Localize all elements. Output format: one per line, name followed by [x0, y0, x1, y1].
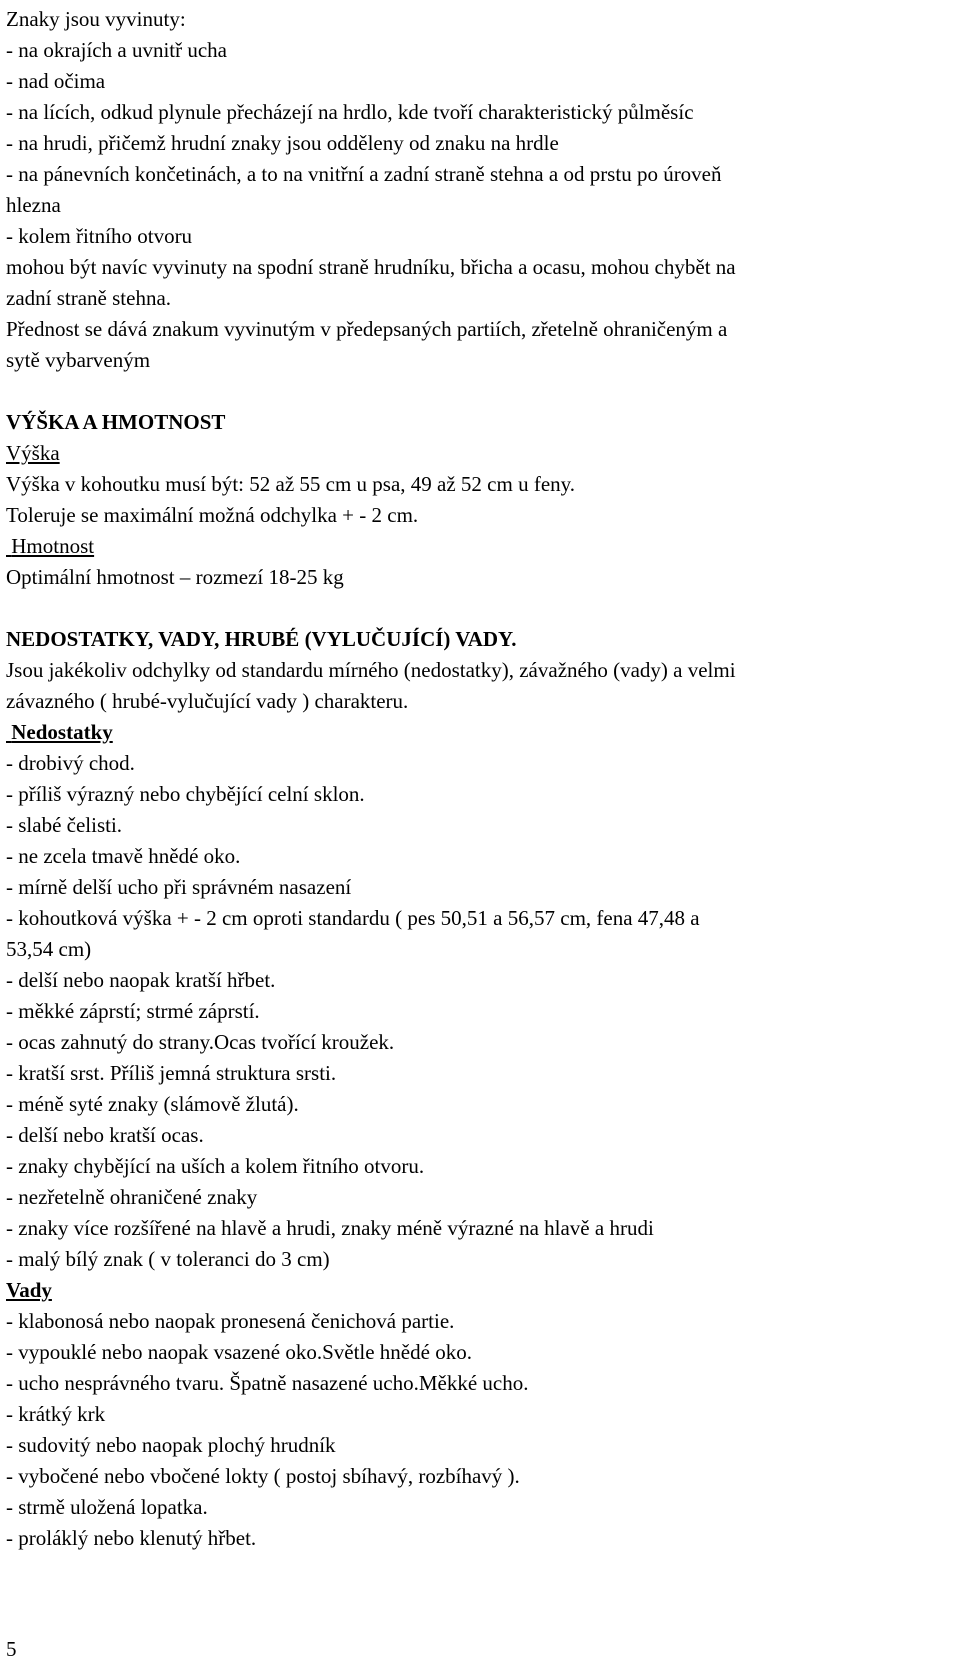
page-number: 5: [6, 1637, 17, 1661]
list-item: - příliš výrazný nebo chybějící celní sklon.: [6, 782, 365, 806]
list-item: - ocas zahnutý do strany.Ocas tvořící kroužek.: [6, 1030, 395, 1054]
subsection-title-nedostatky: Nedostatky: [6, 720, 113, 744]
list-item: - strmě uložená lopatka.: [6, 1495, 208, 1519]
text-line: Optimální hmotnost – rozmezí 18-25 kg: [6, 565, 344, 589]
text-line: - kolem řitního otvoru: [6, 224, 193, 248]
text-line: Toleruje se maximální možná odchylka + - 2 cm.: [6, 503, 419, 527]
list-item: - kohoutková výška + - 2 cm oproti standardu ( pes 50,51 a 56,57 cm, fena 47,48 a: [6, 906, 700, 930]
list-item: - mírně delší ucho při správném nasazení: [6, 875, 352, 899]
list-item: - vybočené nebo vbočené lokty ( postoj sbíhavý, rozbíhavý ).: [6, 1464, 520, 1488]
text-line: závazného ( hrubé-vylučující vady ) charakteru.: [6, 689, 409, 713]
text-line: Výška v kohoutku musí být: 52 až 55 cm u psa, 49 až 52 cm u feny.: [6, 472, 576, 496]
text-line: zadní straně stehna.: [6, 286, 172, 310]
list-item: - delší nebo naopak kratší hřbet.: [6, 968, 276, 992]
list-item: - vypouklé nebo naopak vsazené oko.Světle hnědé oko.: [6, 1340, 472, 1364]
spacer: [6, 593, 946, 624]
subsection-title-vady: Vady: [6, 1278, 52, 1302]
list-item: - delší nebo kratší ocas.: [6, 1123, 204, 1147]
spacer: [6, 376, 946, 407]
list-item: - malý bílý znak ( v toleranci do 3 cm): [6, 1247, 330, 1271]
text-line: sytě vybarveným: [6, 348, 151, 372]
text-line: Znaky jsou vyvinuty:: [6, 7, 186, 31]
list-item: - nezřetelně ohraničené znaky: [6, 1185, 258, 1209]
height-weight-section: [6, 407, 946, 593]
list-item: - ne zcela tmavě hnědé oko.: [6, 844, 241, 868]
list-item: - drobivý chod.: [6, 751, 135, 775]
subsection-title-weight: Hmotnost: [6, 534, 95, 558]
text-line: - na pánevních končetinách, a to na vnitřní a zadní straně stehna a od prstu po úroveň: [6, 162, 722, 186]
faults-section: [6, 624, 946, 1554]
text-line: - nad očima: [6, 69, 106, 93]
list-item: 53,54 cm): [6, 937, 92, 961]
list-item: - krátký krk: [6, 1402, 106, 1426]
list-item: - slabé čelisti.: [6, 813, 123, 837]
list-item: - kratší srst. Příliš jemná struktura srsti.: [6, 1061, 337, 1085]
text-line: mohou být navíc vyvinuty na spodní straně hrudníku, břicha a ocasu, mohou chybět na: [6, 255, 736, 279]
list-item: - měkké záprstí; strmé záprstí.: [6, 999, 260, 1023]
list-item: - proláklý nebo klenutý hřbet.: [6, 1526, 257, 1550]
intro-section: [6, 4, 946, 376]
list-item: - znaky více rozšířené na hlavě a hrudi, znaky méně výrazné na hlavě a hrudi: [6, 1216, 654, 1240]
text-line: - na okrajích a uvnitř ucha: [6, 38, 227, 62]
list-item: - sudovitý nebo naopak plochý hrudník: [6, 1433, 336, 1457]
text-line: - na hrudi, přičemž hrudní znaky jsou odděleny od znaku na hrdle: [6, 131, 559, 155]
text-line: hlezna: [6, 193, 61, 217]
list-item: - méně syté znaky (slámově žlutá).: [6, 1092, 299, 1116]
list-item: - znaky chybějící na uších a kolem řitního otvoru.: [6, 1154, 425, 1178]
text-line: Jsou jakékoliv odchylky od standardu mírného (nedostatky), závažného (vady) a velmi: [6, 658, 736, 682]
section-heading: NEDOSTATKY, VADY, HRUBÉ (VYLUČUJÍCÍ) VADY.: [6, 627, 517, 651]
document-page: [6, 4, 946, 1554]
list-item: - ucho nesprávného tvaru. Špatně nasazené ucho.Měkké ucho.: [6, 1371, 529, 1395]
list-item: - klabonosá nebo naopak pronesená čenichová partie.: [6, 1309, 455, 1333]
text-line: Přednost se dává znakum vyvinutým v předepsaných partiích, zřetelně ohraničeným a: [6, 317, 728, 341]
subsection-title-height: Výška: [6, 441, 60, 465]
section-heading: VÝŠKA A HMOTNOST: [6, 410, 226, 434]
text-line: - na lících, odkud plynule přecházejí na hrdlo, kde tvoří charakteristický půlměsíc: [6, 100, 694, 124]
